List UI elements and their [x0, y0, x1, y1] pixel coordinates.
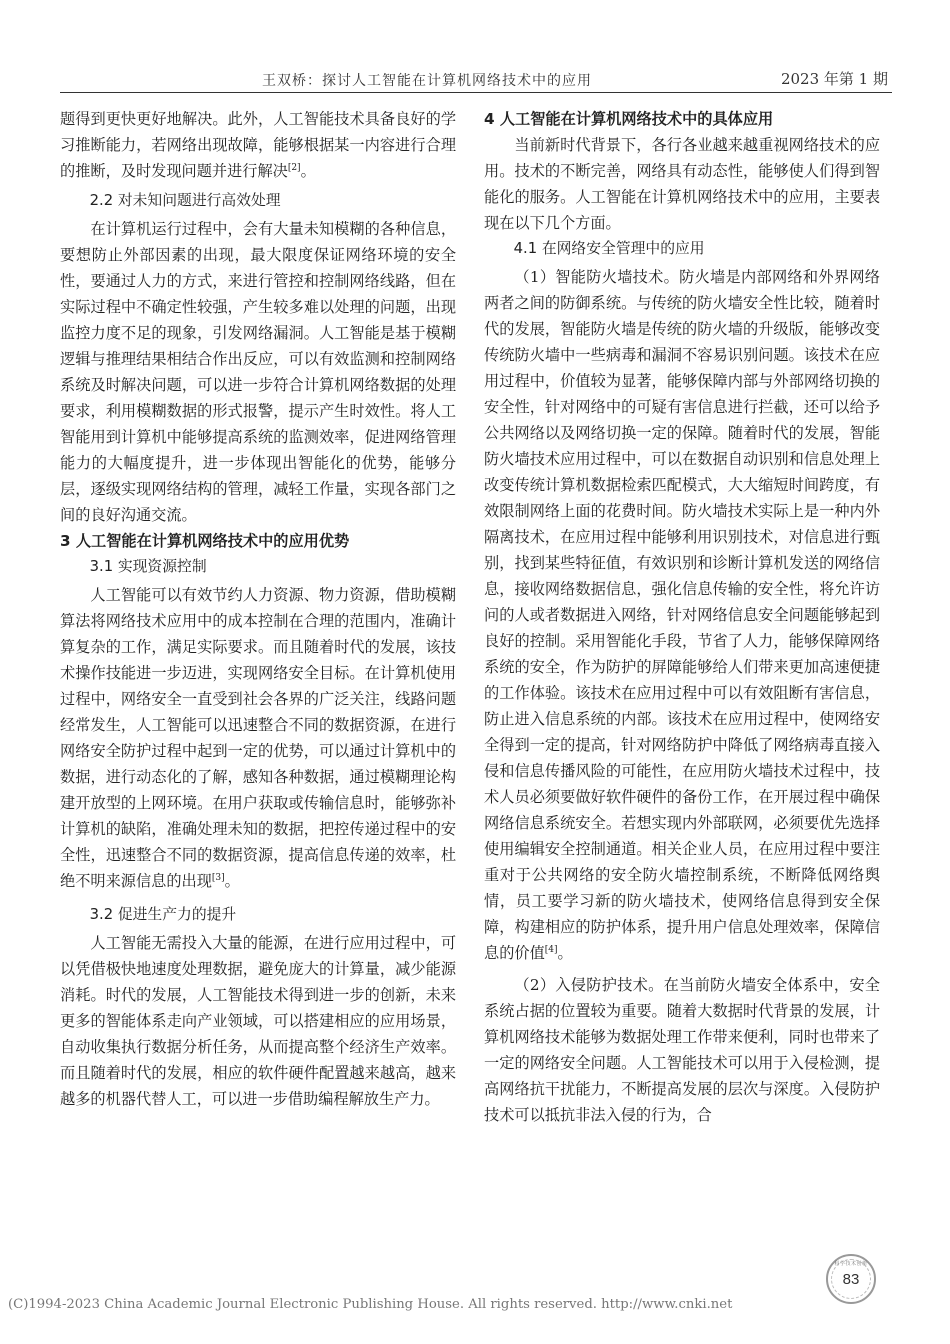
paragraph: 当前新时代背景下，各行各业越来越重视网络技术的应用。技术的不断完善，网络具有动态性，能够使人们得到智能化的服务。人工智能在计算机网络技术中的应用，主要表现在以下几个方面。: [484, 136, 880, 232]
section-heading-3: 3 人工智能在计算机网络技术中的应用优势: [60, 532, 350, 550]
paragraph: （2）入侵防护技术。在当前防火墙安全体系中，安全系统占据的位置较为重要。随着大数据时代背景的发展，计算机网络技术能够为数据处理工作带来便利，同时也带来了一定的网络安全问题。人工智能技术可以用于入侵检测，提高网络抗干扰能力，不断提高发展的层次与深度。入侵防护技术可以抵抗非法入侵的行为，合: [484, 976, 880, 1124]
right-column: [484, 106, 880, 1128]
section-heading-3-1: 3.1 实现资源控制: [89, 558, 207, 575]
section-heading-4-1: 4.1 在网络安全管理中的应用: [513, 240, 705, 257]
citation-ref[interactable]: [3]: [211, 873, 225, 883]
citation-ref[interactable]: [2]: [287, 163, 301, 173]
section-heading-4: 4 人工智能在计算机网络技术中的具体应用: [484, 110, 774, 128]
copyright-footer: (C)1994-2023 China Academic Journal Electronic Publishing House. All rights reserved. http://www.cnki.net: [8, 1297, 733, 1312]
running-header: [60, 66, 892, 93]
header-title: 王双桥：探讨人工智能在计算机网络技术中的应用: [262, 73, 592, 89]
citation-ref[interactable]: [4]: [544, 945, 558, 955]
left-column: [60, 106, 456, 1112]
section-heading-2-2: 2.2 对未知问题进行高效处理: [89, 192, 281, 209]
section-heading-3-2: 3.2 促进生产力的提升: [89, 906, 237, 923]
paragraph: 人工智能可以有效节约人力资源、物力资源，借助模糊算法将网络技术应用中的成本控制在合理的范围内，准确计算复杂的工作，满足实际要求。而且随着时代的发展，该技术操作技能进一步迈进，实现网络安全目标。在计算机使用过程中，网络安全一直受到社会各界的广泛关注，线路问题经常发生，人工智能可以迅速整合不同的数据资源，在进行网络安全防护过程中起到一定的优势，可以通过计算机中的数据，进行动态化的了解，感知各种数据，通过模糊理论构建开放型的上网环境。在用户获取或传输信息时，能够弥补计算机的缺陷，准确处理未知的数据，把控传递过程中的安全性，迅速整合不同的数据资源，提高信息传递的效率，杜绝不明来源信息的出现[3]。: [60, 586, 456, 890]
paragraph: 在计算机运行过程中，会有大量未知模糊的各种信息，要想防止外部因素的出现，最大限度保证网络环境的安全性，要通过人力的方式，来进行管控和控制网络线路，但在实际过程中不确定性较强，产生较多难以处理的问题，出现监控力度不足的现象，引发网络漏洞。人工智能是基于模糊逻辑与推理结果相结合作出反应，可以有效监测和控制网络系统及时解决问题，可以进一步符合计算机网络数据的处理要求，利用模糊数据的形式报警，提示产生时效性。将人工智能用到计算机中能够提高系统的监测效率，促进网络管理能力的大幅度提升，进一步体现出智能化的优势，能够分层，逐级实现网络结构的管理，减轻工作量，实现各部门之间的良好沟通交流。: [60, 220, 456, 524]
header-issue: 2023 年第 1 期: [780, 70, 888, 88]
page-number: 83: [842, 1270, 860, 1288]
paragraph: 人工智能无需投入大量的能源，在进行应用过程中，可以凭借极快地速度处理数据，避免庞大的计算量，减少能源消耗。时代的发展，人工智能技术得到进一步的创新，未来更多的智能体系走向产业领域，可以搭建相应的应用场景，自动收集执行数据分析任务，从而提高整个经济生产效率。而且随着时代的发展，相应的软件硬件配置越来越高，越来越多的机器代替人工，可以进一步借助编程解放生产力。: [60, 934, 456, 1108]
page-number-badge: [826, 1254, 876, 1304]
seal-text: 科学技术创新: [834, 1261, 868, 1267]
paragraph: 题得到更快更好地解决。此外，人工智能技术具备良好的学习推断能力，若网络出现故障，能够根据某一内容进行合理的推断，及时发现问题并进行解决[2]。: [60, 110, 456, 180]
paragraph: （1）智能防火墙技术。防火墙是内部网络和外界网络两者之间的防御系统。与传统的防火墙安全性比较，随着时代的发展，智能防火墙是传统的防火墙的升级版，能够改变传统防火墙中一些病毒和漏洞不容易识别问题。该技术在应用过程中，价值较为显著，能够保障内部与外部网络切换的安全性，针对网络中的可疑有害信息进行拦截，还可以给予公共网络以及网络切换一定的保障。随着时代的发展，智能防火墙技术应用过程中，可以在数据自动识别和信息处理上改变传统计算机数据检索匹配模式，大大缩短时间跨度，有效限制网络上面的花费时间。防火墙技术实际上是一种内外隔离技术，在应用过程中能够利用识别技术，对信息进行甄别，找到某些特征值，有效识别和诊断计算机发送的网络信息，接收网络数据信息，强化信息传输的安全性，将允许访问的人或者数据进入网络，针对网络信息安全问题能够起到良好的控制。采用智能化手段，节省了人力，能够保障网络系统的安全，作为防护的屏障能够给人们带来更加高速便捷的工作体验。该技术在应用过程中可以有效阻断有害信息，防止进入信息系统的内部。该技术在应用过程中，使网络安全得到一定的提高，针对网络防护中降低了网络病毒直接入侵和信息传播风险的可能性，在应用防火墙技术过程中，技术人员必须要做好软件硬件的备份工作，在开展过程中确保网络信息系统安全。若想实现内外部联网，必须要优先选择使用编辑安全控制通道。相关企业人员，在应用过程中要注重对于公共网络的安全防火墙控制系统，不断降低网络舆情，员工要学习新的防火墙技术，使网络信息得到安全保障，构建相应的防护体系，提升用户信息处理效率，保障信息的价值[4]。: [484, 268, 880, 962]
